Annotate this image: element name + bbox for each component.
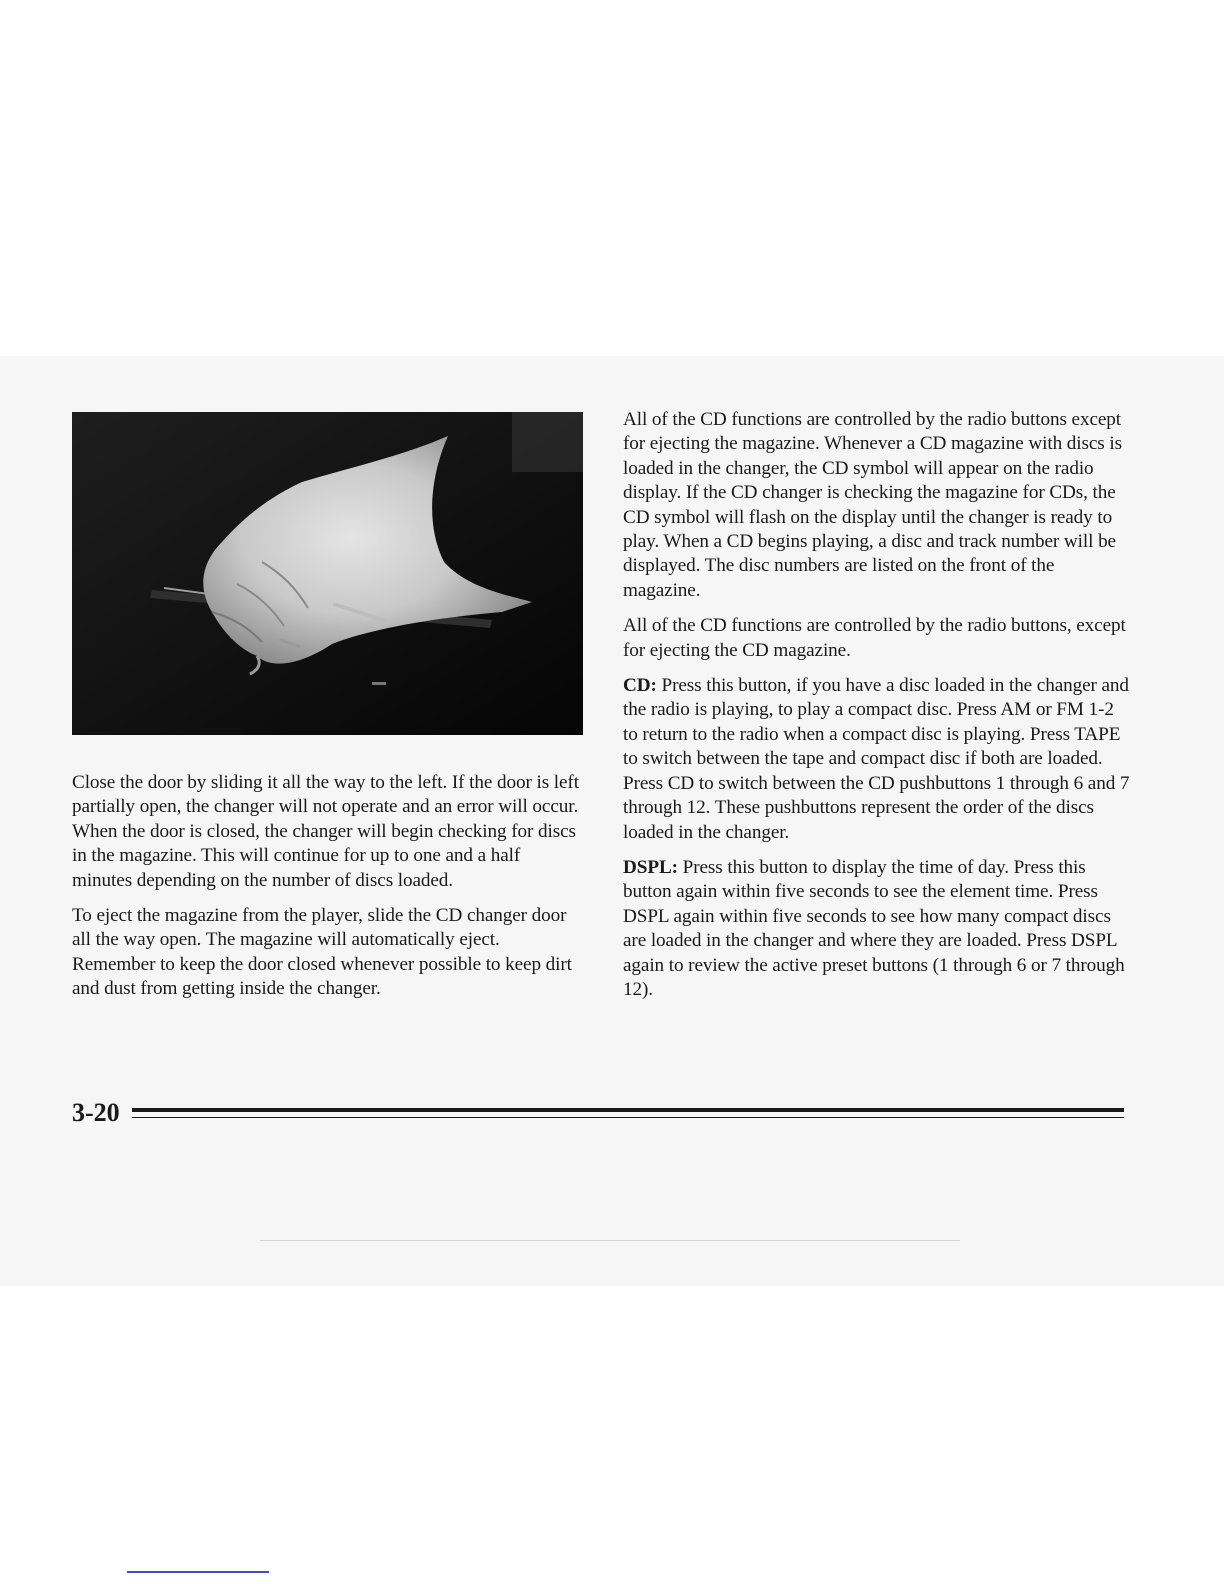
eject-magazine-paragraph: To eject the magazine from the player, slide the CD changer door all the way open. The magazine will automatically eject. Remember to keep the door closed whenever possible to keep dirt and dust from getting inside the changer. — [72, 905, 572, 1000]
scan-edge-line — [260, 1240, 960, 1241]
cd-term: CD: — [623, 675, 657, 697]
hand-closing-changer-door-photo — [72, 412, 583, 735]
page-footer — [72, 1096, 1124, 1130]
dspl-term: DSPL: — [623, 856, 678, 878]
link-underline[interactable] — [127, 1571, 269, 1573]
cd-description: Press this button, if you have a disc loaded in the changer and the radio is playing, to play a compact disc. Press AM or FM 1-2 to return to the radio when a compact disc is playing. Press TAPE to switch between the tape and compact disc if both are loaded. Press CD to switch between the CD pushbuttons 1 through 6 and 7 through 12. These pushbuttons represent the order of the discs loaded in the changer. — [623, 675, 1130, 843]
left-text-column — [72, 771, 582, 1013]
footer-rule-thin — [132, 1117, 1124, 1118]
right-text-column — [623, 408, 1130, 1013]
page-number: 3-20 — [72, 1098, 120, 1127]
door-closing-paragraph: Close the door by sliding it all the way to the left. If the door is left partially open, the changer will not operate and an error will occur. When the door is closed, the changer will begin checking for discs in the magazine. This will continue for up to one and a half minutes depending on the number of discs loaded. — [72, 772, 579, 891]
dspl-button-paragraph — [623, 856, 1130, 1002]
cd-functions-summary-paragraph: All of the CD functions are controlled by the radio buttons, except for ejecting the CD magazine. — [623, 615, 1126, 661]
cd-button-paragraph — [623, 674, 1130, 845]
footer-rule-thick — [132, 1108, 1124, 1112]
cd-functions-paragraph: All of the CD functions are controlled by the radio buttons except for ejecting the magazine. Whenever a CD magazine with discs is loaded in the changer, the CD symbol will appear on the radio display. If the CD changer is checking the magazine for CDs, the CD symbol will flash on the display until the changer is ready to play. When a CD begins playing, a disc and track number will be displayed. The disc numbers are listed on the front of the magazine. — [623, 409, 1122, 601]
dspl-description: Press this button to display the time of day. Press this button again within five seconds to see the element time. Press DSPL again within five seconds to see how many compact discs are loaded in the changer and where they are loaded. Press DSPL again to review the active preset buttons (1 through 6 or 7 through 12). — [623, 856, 1125, 1000]
